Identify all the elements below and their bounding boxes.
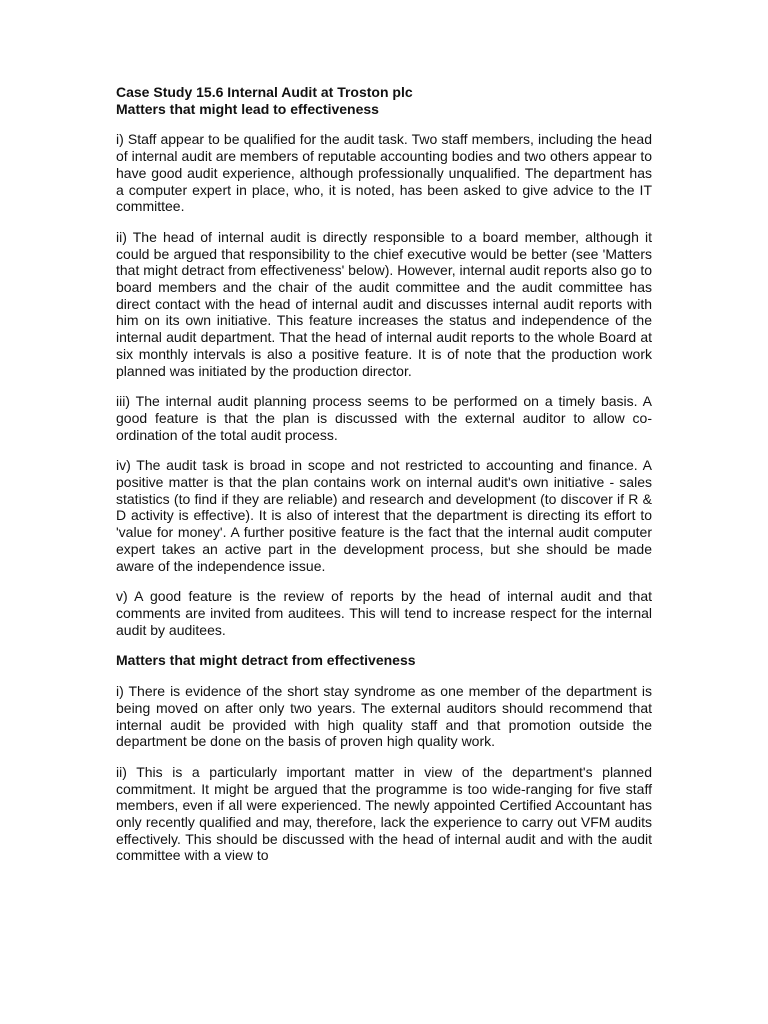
paragraph-detract-ii: ii) This is a particularly important matter in view of the department's planned commitment. It might be argued that the programme is too wide-ranging for five staff members, even if all were experienced. The newly appointed Certified Accountant has only recently qualified and may, therefore, lack the experience to carry out VFM audits effectively. This should be discussed with the head of internal audit and with the audit committee with a view to — [116, 763, 652, 864]
paragraph-effectiveness-iii: iii) The internal audit planning process seems to be performed on a timely basis. A good feature is that the plan is discussed with the external auditor to allow co- ordination of the total audit process. — [116, 393, 652, 443]
document-page — [116, 84, 652, 864]
section-heading-detract: Matters that might detract from effectiveness — [116, 652, 416, 669]
paragraph-effectiveness-v: v) A good feature is the review of reports by the head of internal audit and that comments are invited from auditees. This will tend to increase respect for the internal audit by auditees. — [116, 588, 652, 638]
section-heading-effectiveness: Matters that might lead to effectiveness — [116, 100, 379, 117]
paragraph-effectiveness-i: i) Staff appear to be qualified for the audit task. Two staff members, including the head of internal audit are members of reputable accounting bodies and two others appear to have good audit experience, although professionally unqualified. The department has a computer expert in place, who, it is noted, has been asked to give advice to the IT committee. — [116, 131, 652, 215]
paragraph-detract-i: i) There is evidence of the short stay syndrome as one member of the department is being moved on after only two years. The external auditors should recommend that internal audit be provided with high quality staff and that promotion outside the department be done on the basis of proven high quality work. — [116, 683, 652, 750]
paragraph-effectiveness-ii: ii) The head of internal audit is directly responsible to a board member, although it could be argued that responsibility to the chief executive would be better (see 'Matters that might detract from effectiveness' below). However, internal audit reports also go to board members and the chair of the audit committee and the audit committee has direct contact with the head of internal audit and discusses internal audit reports with him on its own initiative. This feature increases the status and independence of the internal audit department. That the head of internal audit reports to the whole Board at six monthly intervals is also a positive feature. It is of note that the production work planned was initiated by the production director. — [116, 228, 652, 379]
paragraph-effectiveness-iv: iv) The audit task is broad in scope and not restricted to accounting and finance. A positive matter is that the plan contains work on internal audit's own initiative - sales statistics (to find if they are reliable) and research and development (to discover if R & D activity is effective). It is also of interest that the department is directing its effort to 'value for money'. A further positive feature is the fact that the internal audit computer expert takes an active part in the development process, but she should be made aware of the independence issue. — [116, 457, 652, 574]
document-title: Case Study 15.6 Internal Audit at Troston plc — [116, 84, 413, 100]
